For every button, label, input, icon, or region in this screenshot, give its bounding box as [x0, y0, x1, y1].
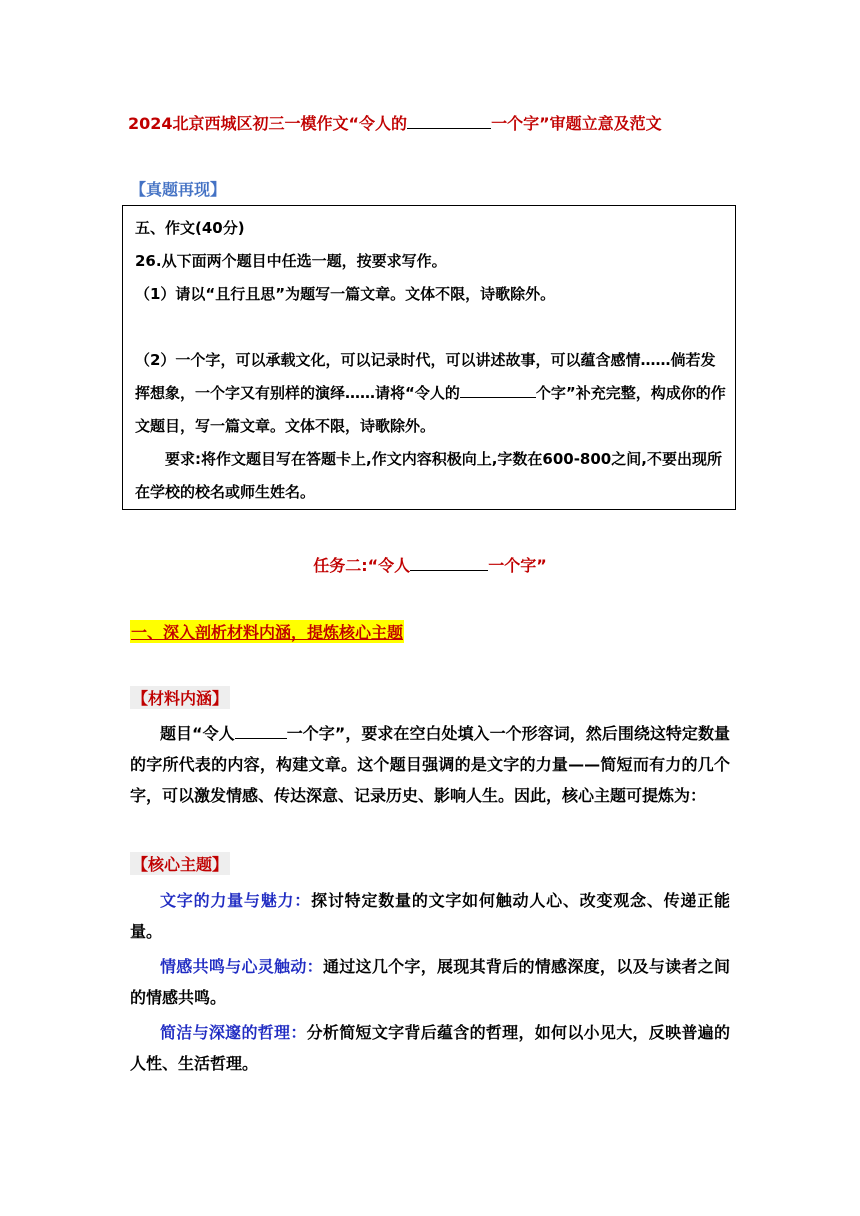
material-paragraph	[130, 718, 730, 811]
material-text-suffix: 一个字”，要求在空白处填入一个形容词，然后围绕这特定数量的字所代表的内容，构建文章。这个题目强调的是文字的力量——简短而有力的几个字，可以激发情感、传达深意、记录历史、影响人生。因此，核心主题可提炼为：	[130, 724, 730, 805]
option-2-text-b: 个字”补充完整，构成你的作文题目，写一篇文章。文体不限，诗歌除外。	[135, 384, 726, 435]
title-suffix: 一个字”审题立意及范文	[491, 114, 662, 133]
material-label: 【材料内涵】	[130, 686, 230, 709]
task-prefix: 任务二:“令人	[313, 556, 411, 575]
option-2-blank	[460, 383, 536, 398]
option-2-text-a: （2）一个字，可以承载文化，可以记录时代，可以讲述故事，可以蕴含感情……倘若发挥想象，一个字又有别样的演绎……请将“令人的	[135, 351, 716, 402]
spacer	[135, 311, 727, 344]
question-requirement: 要求:将作文题目写在答题卡上,作文内容积极向上,字数在600-800之间,不要出现所在学校的校名或师生姓名。	[135, 450, 722, 501]
exam-question-box	[122, 205, 736, 510]
core-theme-text: 探讨特定数量的文字如何触动人心、改变观念、传递正能量。	[130, 891, 730, 941]
section-heading: 一、深入剖析材料内涵，提炼核心主题	[130, 620, 404, 643]
material-blank	[235, 724, 287, 739]
material-text-prefix: 题目“令人	[160, 724, 235, 743]
core-theme-label: 【核心主题】	[130, 852, 230, 875]
question-option-2	[135, 344, 727, 443]
core-theme-text: 分析简短文字背后蕴含的哲理，如何以小见大，反映普遍的人性、生活哲理。	[130, 1023, 730, 1073]
task-title	[0, 553, 860, 576]
question-option-1: （1）请以“且行且思”为题写一篇文章。文体不限，诗歌除外。	[135, 285, 556, 303]
real-question-label: 【真题再现】	[130, 180, 227, 199]
core-theme-item	[130, 1017, 730, 1079]
core-theme-name: 简洁与深邃的哲理：	[160, 1023, 307, 1042]
question-section-heading: 五、作文(40分)	[135, 219, 245, 237]
document-title	[128, 111, 768, 134]
core-theme-text: 通过这几个字，展现其背后的情感深度，以及与读者之间的情感共鸣。	[130, 957, 730, 1007]
core-theme-item	[130, 885, 730, 947]
core-theme-name: 情感共鸣与心灵触动：	[160, 957, 323, 976]
title-blank	[407, 114, 491, 129]
task-blank	[410, 556, 488, 571]
title-prefix: 2024北京西城区初三一模作文“令人的	[128, 114, 408, 133]
core-theme-item	[130, 951, 730, 1013]
question-instruction: 26.从下面两个题目中任选一题，按要求写作。	[135, 252, 447, 270]
core-theme-list	[130, 885, 730, 1079]
core-theme-name: 文字的力量与魅力：	[160, 891, 312, 910]
task-suffix: 一个字”	[488, 556, 547, 575]
